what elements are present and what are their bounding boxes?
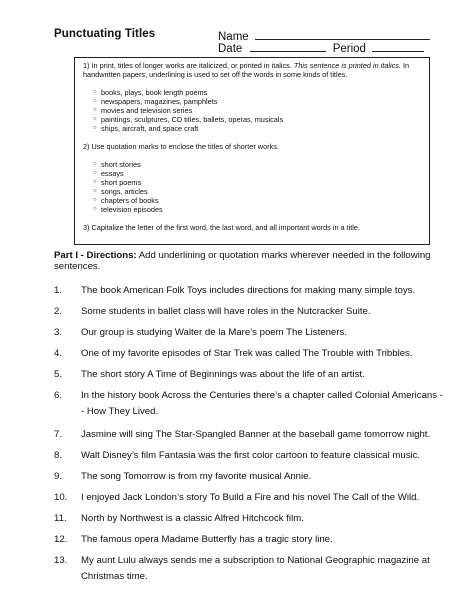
rule-1-list xyxy=(83,88,422,133)
rule-1-tail: In handwritten papers, underlining is used to set off the words in some kinds of titles. xyxy=(83,61,410,79)
rule-2: 2) Use quotation marks to enclose the titles of shorter works. xyxy=(83,142,279,151)
sentence-text: The short story A Time of Beginnings was about the life of an artist. xyxy=(81,369,365,380)
rule-2-list xyxy=(83,160,422,214)
sentence-number: 5. xyxy=(54,369,63,380)
sentence-text: One of my favorite episodes of Star Trek was called The Trouble with Tribbles. xyxy=(81,348,413,359)
sentence-text: Some students in ballet class will have roles in the Nutcracker Suite. xyxy=(81,306,371,317)
date-blank[interactable] xyxy=(250,40,326,52)
sentence-number: 1. xyxy=(54,285,63,296)
worksheet-header xyxy=(0,0,464,60)
directions-text: Add underlining or quotation marks wherever needed in the following sentences. xyxy=(54,250,431,272)
sentence-number: 11. xyxy=(54,513,67,524)
sentence-text: The song Tomorrow is from my favorite musical Annie. xyxy=(81,471,312,482)
sentence-text: Our group is studying Walter de la Mare’s poem The Listeners. xyxy=(81,327,347,338)
sentence-text: North by Northwest is a classic Alfred Hitchcock film. xyxy=(81,513,304,524)
bullet-icon: ○ xyxy=(93,188,97,194)
list-item: ○ ships, aircraft, and space craft xyxy=(93,124,199,133)
list-item: ○ newspapers, magazines, pamphlets xyxy=(93,97,218,106)
sentence-number: 4. xyxy=(54,348,63,359)
bullet-icon: ○ xyxy=(93,170,97,176)
worksheet-title: Punctuating Titles xyxy=(54,28,156,40)
directions-label: Part I - Directions: xyxy=(54,250,137,261)
list-item: ○ songs, articles xyxy=(93,187,148,196)
sentence-text: In the history book Across the Centuries there’s a chapter called Colonial Americans - - How They Lived. xyxy=(81,390,443,417)
bullet-icon: ○ xyxy=(93,116,97,122)
sentence-number: 6. xyxy=(54,390,63,401)
rule-1-lead: 1) In print, titles of longer works are italicized, or printed in italics. xyxy=(83,61,292,70)
sentence-text: Jasmine will sing The Star-Spangled Banner at the baseball game tomorrow night. xyxy=(81,429,431,440)
sentence-text: Walt Disney’s film Fantasia was the first color cartoon to feature classical music. xyxy=(81,450,421,461)
name-label: Name xyxy=(218,31,249,43)
rule-3: 3) Capitalize the letter of the first word, the last word, and all important words in a title. xyxy=(83,223,361,232)
sentence-number: 7. xyxy=(54,429,63,440)
period-blank[interactable] xyxy=(372,40,424,52)
sentence-number: 2. xyxy=(54,306,63,317)
rule-1 xyxy=(83,61,422,79)
sentence-number: 12. xyxy=(54,534,68,545)
sentence-text: My aunt Lulu always sends me a subscription to National Geographic magazine at Christmas time. xyxy=(81,555,430,582)
list-item: ○ paintings, sculptures, CD titles, ballets, operas, musicals xyxy=(93,115,284,124)
sentence-number: 3. xyxy=(54,327,63,338)
sentence-text: I enjoyed Jack London’s story To Build a Fire and his novel The Call of the Wild. xyxy=(81,492,420,503)
list-item: ○ essays xyxy=(93,169,124,178)
date-label: Date xyxy=(218,43,243,55)
sentence-text: The famous opera Madame Butterfly has a tragic story line. xyxy=(81,534,333,545)
bullet-icon: ○ xyxy=(93,107,97,113)
bullet-icon: ○ xyxy=(93,161,97,167)
sentence-number: 9. xyxy=(54,471,63,482)
name-blank[interactable] xyxy=(255,28,430,40)
list-item: ○ short poems xyxy=(93,178,142,187)
list-item: ○ chapters of books xyxy=(93,196,159,205)
bullet-icon: ○ xyxy=(93,125,97,131)
sentence-number: 8. xyxy=(54,450,63,461)
date-period-line xyxy=(218,40,424,55)
period-label: Period xyxy=(332,43,366,55)
bullet-icon: ○ xyxy=(93,179,97,185)
bullet-icon: ○ xyxy=(93,206,97,212)
sentence-text: The book American Folk Toys includes directions for making many simple toys. xyxy=(81,285,416,296)
list-item: ○ movies and television series xyxy=(93,106,193,115)
bullet-icon: ○ xyxy=(93,89,97,95)
sentence-number: 10. xyxy=(54,492,68,503)
list-item: ○ television episodes xyxy=(93,205,163,214)
bullet-icon: ○ xyxy=(93,197,97,203)
directions xyxy=(54,250,434,272)
list-item: ○ short stories xyxy=(93,160,141,169)
bullet-icon: ○ xyxy=(93,98,97,104)
list-item: ○ books, plays, book length poems xyxy=(93,88,208,97)
rules-box xyxy=(74,57,430,245)
sentence-number: 13. xyxy=(54,555,68,566)
rule-1-italic-example: This sentence is printed in italics. xyxy=(293,61,401,70)
